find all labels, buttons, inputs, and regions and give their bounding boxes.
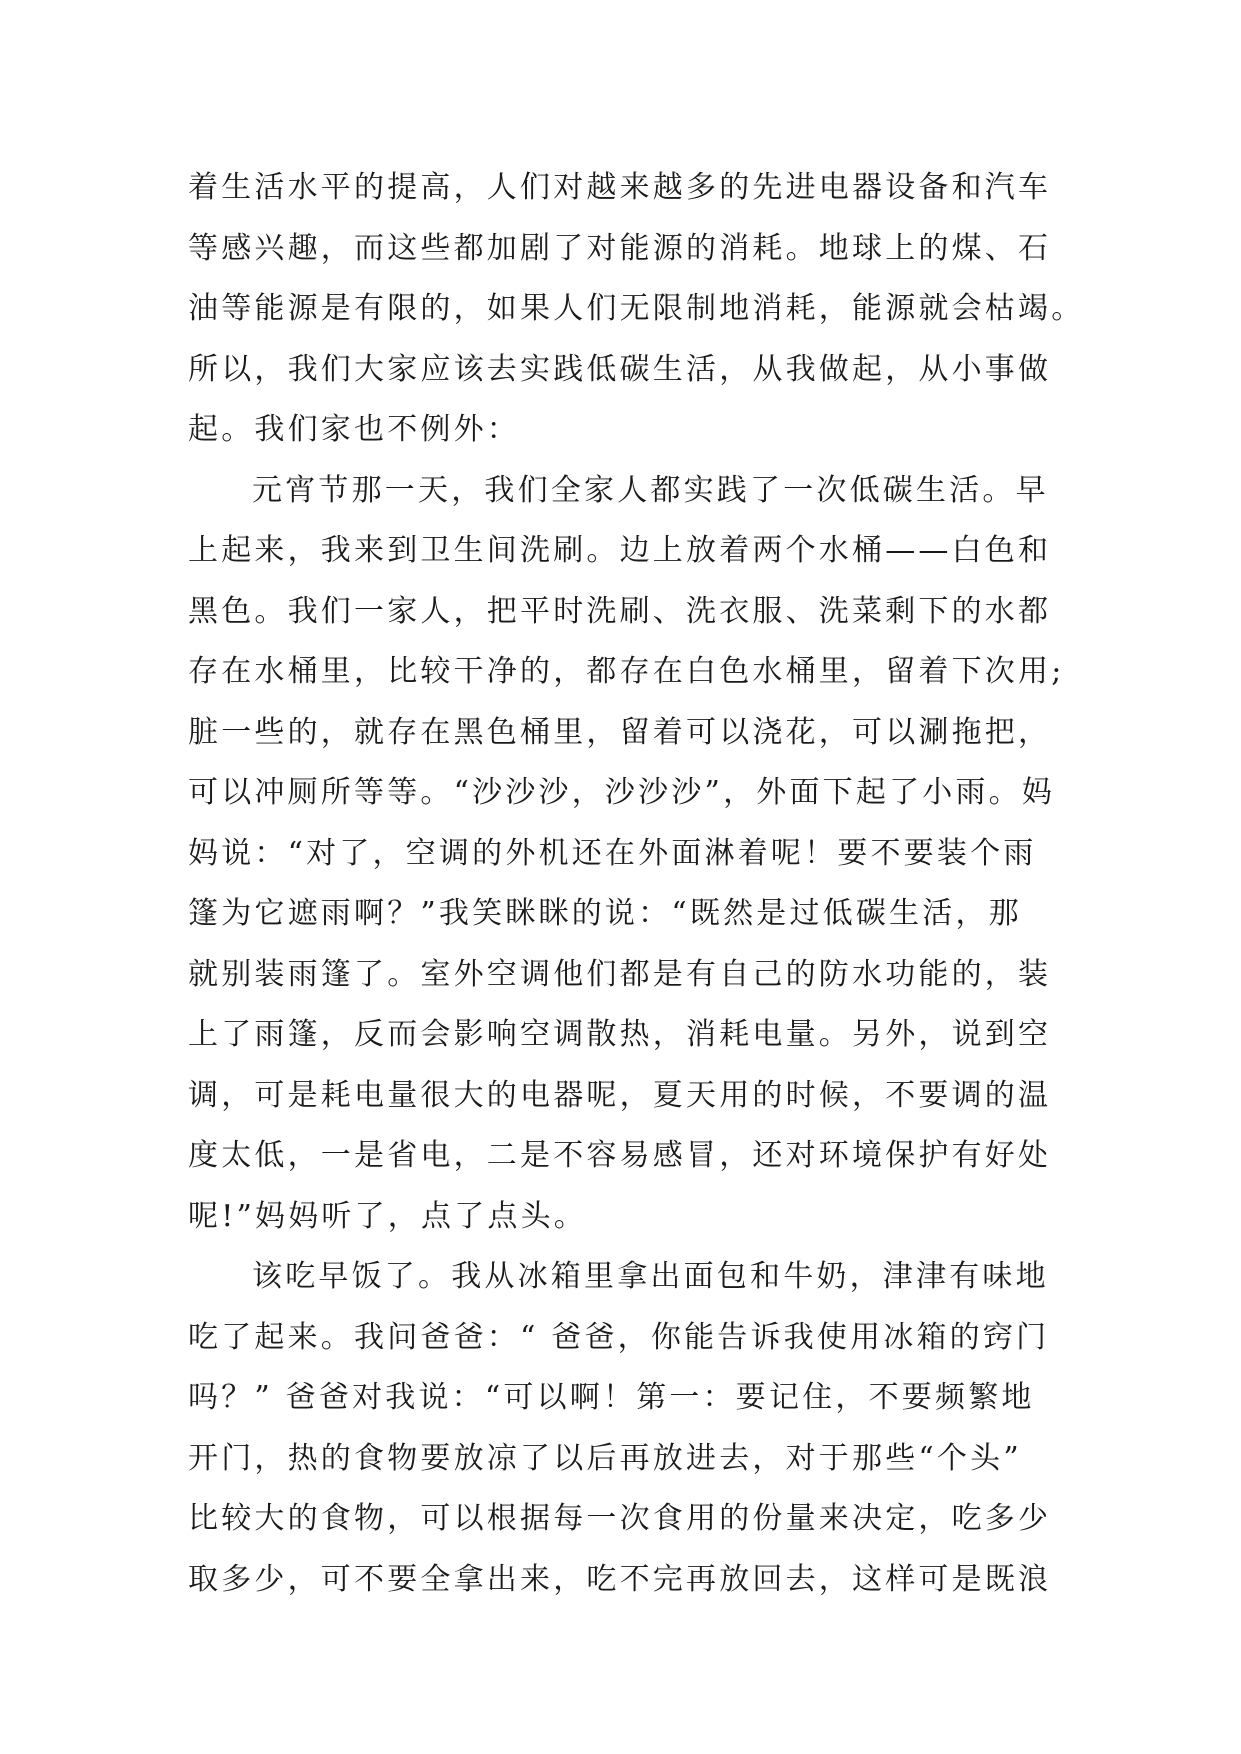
body-text: [188, 158, 1085, 1610]
text-line: 起。我们家也不例外：: [188, 412, 520, 447]
text-line: 度太低，一是省电，二是不容易感冒，还对环境保护有好处: [188, 1138, 1052, 1173]
text-line: 调，可是耗电量很大的电器呢，夏天用的时候，不要调的温: [188, 1077, 1052, 1113]
text-line: 脏一些的，就存在黑色桶里，留着可以浇花，可以涮拖把，: [188, 714, 1052, 750]
text-line: 呢!”妈妈听了，点了点头。: [188, 1198, 587, 1234]
text-line: 黑色。我们一家人，把平时洗刷、洗衣服、洗菜剩下的水都: [188, 593, 1052, 629]
text-line: 上起来，我来到卫生间洗刷。边上放着两个水桶——白色和: [188, 533, 1052, 568]
text-line: 开门，热的食物要放凉了以后再放进去，对于那些“个头”: [188, 1440, 1022, 1476]
text-line: 所以，我们大家应该去实践低碳生活，从我做起，从小事做: [188, 351, 1052, 387]
text-line: 存在水桶里，比较干净的，都存在白色水桶里，留着下次用;: [188, 654, 1065, 689]
text-line: 可以冲厕所等等。“沙沙沙，沙沙沙”，外面下起了小雨。妈: [188, 775, 1056, 810]
text-line: 上了雨篷，反而会影响空调散热，消耗电量。另外，说到空: [188, 1017, 1052, 1052]
text-line: 就别装雨篷了。室外空调他们都是有自己的防水功能的，装: [188, 956, 1052, 992]
paragraph-start-line: 元宵节那一天，我们全家人都实践了一次低碳生活。早: [252, 472, 1049, 508]
text-line: 吃了起来。我问爸爸：“ 爸爸，你能告诉我使用冰箱的窍门: [188, 1319, 1050, 1355]
text-line: 妈说：“对了，空调的外机还在外面淋着呢！要不要装个雨: [188, 835, 1037, 871]
paragraph-start-line: 该吃早饭了。我从冰箱里拿出面包和牛奶，津津有味地: [252, 1259, 1049, 1294]
text-line: 吗？” 爸爸对我说：“可以啊！第一：要记住，不要频繁地: [188, 1380, 1035, 1415]
text-line: 比较大的食物，可以根据每一次食用的份量来决定，吃多少: [188, 1501, 1052, 1536]
text-line: 等感兴趣，而这些都加剧了对能源的消耗。地球上的煤、石: [188, 230, 1052, 266]
text-line: 取多少，可不要全拿出来，吃不完再放回去，这样可是既浪: [188, 1561, 1052, 1597]
text-line: 着生活水平的提高，人们对越来越多的先进电器设备和汽车: [188, 170, 1052, 205]
text-line: 篷为它遮雨啊？”我笑眯眯的说：“既然是过低碳生活，那: [188, 896, 1022, 931]
text-line: 油等能源是有限的，如果人们无限制地消耗，能源就会枯竭。: [188, 291, 1085, 326]
